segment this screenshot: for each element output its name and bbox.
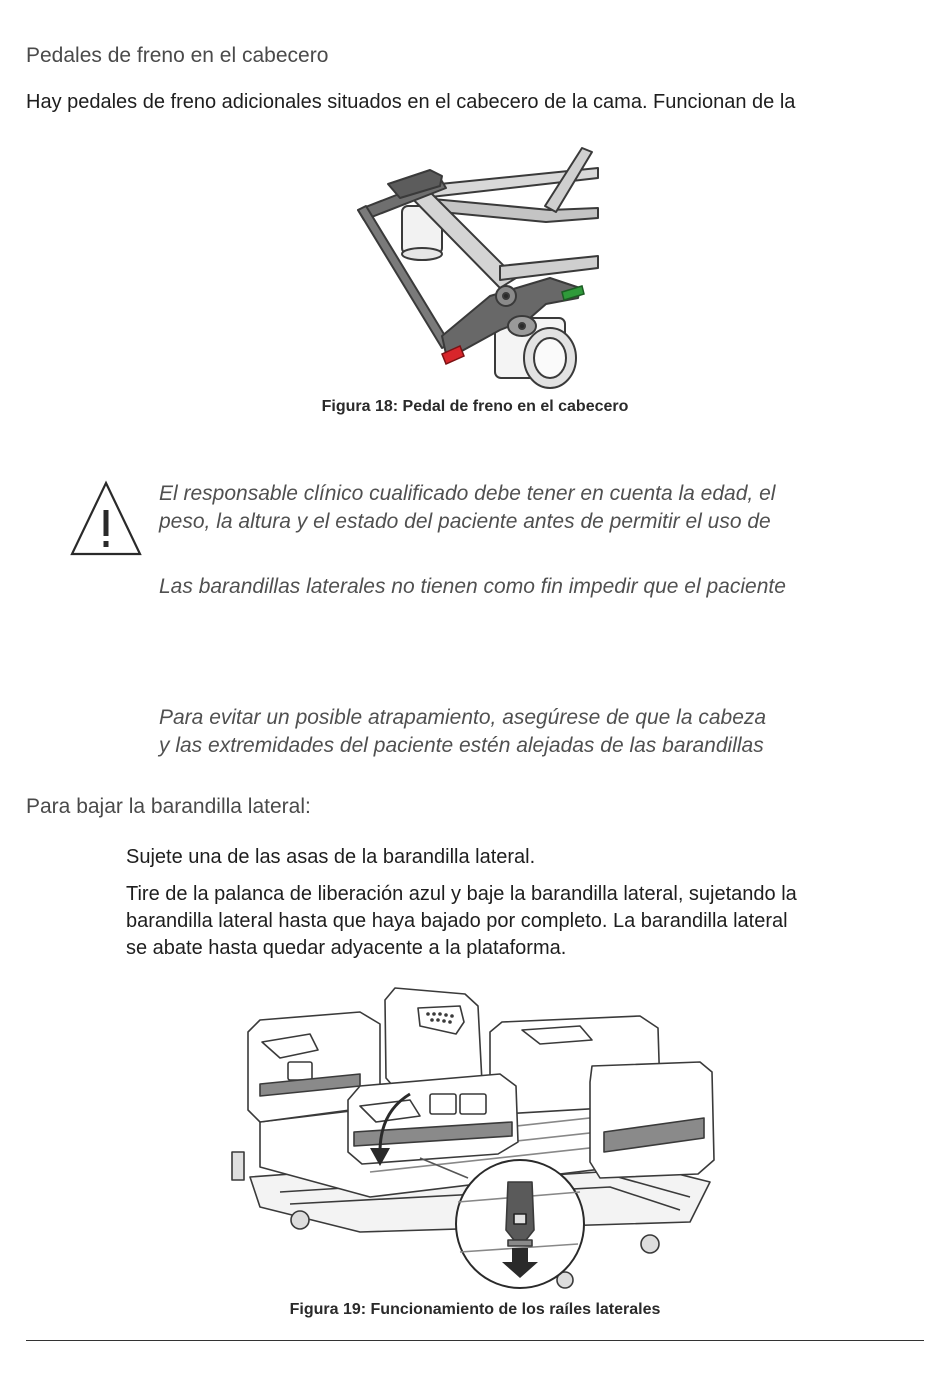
- figure-19-illustration: [220, 982, 720, 1292]
- step-2-line-3: se abate hasta quedar adyacente a la plataforma.: [126, 937, 567, 959]
- step-2-line-1: Tire de la palanca de liberación azul y baje la barandilla lateral, sujetando la: [126, 883, 797, 905]
- step-2-line-2: barandilla lateral hasta que haya bajado por completo. La barandilla lateral: [126, 910, 788, 932]
- figure-18-caption: Figura 18: Pedal de freno en el cabecero: [321, 398, 629, 415]
- warning-line-1: El responsable clínico cualificado debe tener en cuenta la edad, el: [159, 482, 776, 505]
- figure-18-illustration: [350, 148, 600, 393]
- figure-19-caption: Figura 19: Funcionamiento de los raíles laterales: [289, 1301, 661, 1318]
- warning-line-4: Para evitar un posible atrapamiento, asegúrese de que la cabeza: [159, 706, 767, 729]
- footer-divider: [26, 1340, 924, 1341]
- section-heading-siderail: Para bajar la barandilla lateral:: [26, 795, 311, 818]
- warning-triangle-icon: [70, 480, 142, 558]
- brakes-paragraph: Hay pedales de freno adicionales situados en el cabecero de la cama. Funcionan de la: [26, 91, 796, 113]
- warning-line-5: y las extremidades del paciente estén alejadas de las barandillas: [159, 734, 764, 757]
- section-heading-brakes: Pedales de freno en el cabecero: [26, 44, 329, 67]
- warning-line-3: Las barandillas laterales no tienen como fin impedir que el paciente: [159, 575, 786, 598]
- step-1: Sujete una de las asas de la barandilla lateral.: [126, 846, 536, 868]
- warning-line-2: peso, la altura y el estado del paciente antes de permitir el uso de: [159, 510, 771, 533]
